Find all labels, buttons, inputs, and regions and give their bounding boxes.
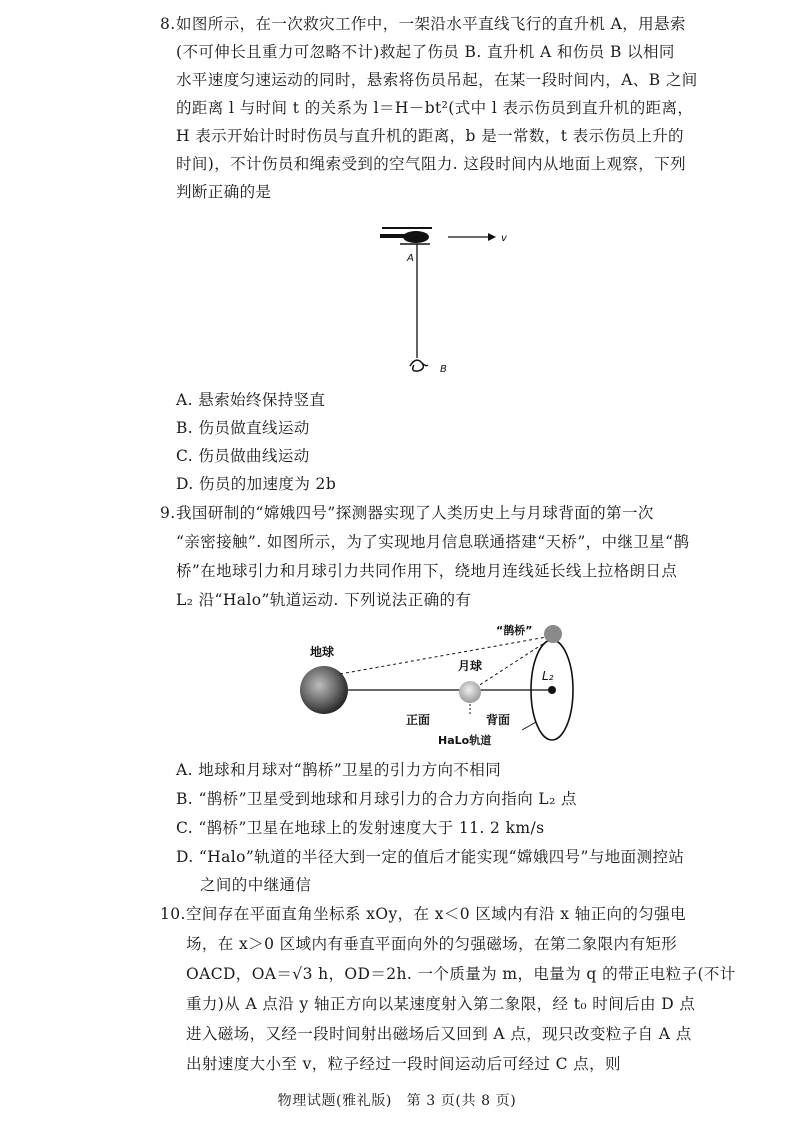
q9-option-b: B. “鹊桥”卫星受到地球和月球引力的合力方向指向 L₂ 点 (176, 790, 577, 808)
q8-option-d: D. 伤员的加速度为 2b (176, 475, 337, 493)
q8-line-1: 如图所示，在一次救灾工作中，一架沿水平直线飞行的直升机 A，用悬索 (176, 15, 686, 33)
q9-option-a: A. 地球和月球对“鹊桥”卫星的引力方向不相同 (176, 761, 502, 779)
q10-number: 10. (160, 905, 186, 923)
person-icon (410, 360, 428, 371)
l2-label: L₂ (542, 669, 554, 683)
q9-option-d-cont: 之间的中继通信 (200, 876, 312, 894)
dashed-line-earth-queqiao (340, 636, 552, 674)
page-footer: 物理试题(雅礼版) 第 3 页(共 8 页) (277, 1093, 517, 1109)
q10-line-6: 出射速度大小至 v，粒子经过一段时间运动后可经过 C 点，则 (186, 1055, 621, 1073)
q10-line-2: 场，在 x＞0 区域内有垂直平面向外的匀强磁场，在第二象限内有矩形 (186, 935, 678, 953)
moon-label: 月球 (458, 659, 483, 673)
q9-line-3: 桥”在地球引力和月球引力共同作用下，绕地月连线延长线上拉格朗日点 (176, 562, 678, 580)
q10-line-5: 进入磁场，又经一段时间射出磁场后又回到 A 点，现只改变粒子自 A 点 (186, 1025, 692, 1043)
q8-option-c: C. 伤员做曲线运动 (176, 447, 310, 465)
q8-line-3: 水平速度匀速运动的同时，悬索将伤员吊起，在某一段时间内，A、B 之间 (176, 71, 698, 89)
queqiao-satellite-icon (544, 625, 562, 643)
q9-line-1: 我国研制的“嫦娥四号”探测器实现了人类历史上与月球背面的第一次 (176, 504, 654, 522)
label-b: B (440, 364, 447, 375)
q8-option-a: A. 悬索始终保持竖直 (176, 391, 326, 409)
earth-icon (300, 666, 348, 714)
q8-line-7: 判断正确的是 (176, 183, 272, 201)
q10-line-4: 重力)从 A 点沿 y 轴正方向以某速度射入第二象限，经 t₀ 时间后由 D 点 (186, 995, 696, 1013)
q8-option-b: B. 伤员做直线运动 (176, 419, 310, 437)
back-label: 背面 (486, 713, 511, 727)
q9-option-c: C. “鹊桥”卫星在地球上的发射速度大于 11. 2 km/s (176, 819, 545, 837)
q9-option-d: D. “Halo”轨道的半径大到一定的值后才能实现“嫦娥四号”与地面测控站 (176, 848, 685, 866)
queqiao-label: “鹊桥” (496, 624, 533, 637)
helicopter-icon (403, 231, 429, 243)
q8-line-6: 时间)，不计伤员和绳索受到的空气阻力. 这段时间内从地面上观察，下列 (176, 155, 687, 173)
q9-line-4: L₂ 沿“Halo”轨道运动. 下列说法正确的有 (176, 591, 472, 609)
label-v: v (501, 233, 507, 244)
q8-line-2: (不可伸长且重力可忽略不计)救起了伤员 B. 直升机 A 和伤员 B 以相同 (176, 43, 675, 61)
q8-number: 8. (160, 15, 176, 33)
q8-line-4: 的距离 l 与时间 t 的关系为 l＝H－bt²(式中 l 表示伤员到直升机的距离， (176, 99, 694, 117)
q8-line-5: H 表示开始计时时伤员与直升机的距离，b 是一常数，t 表示伤员上升的 (176, 127, 684, 145)
earth-moon-figure (290, 618, 590, 753)
front-label: 正面 (406, 713, 431, 727)
q10-line-3: OACD，OA＝√3 h，OD＝2h. 一个质量为 m，电量为 q 的带正电粒子(不计 (186, 965, 736, 983)
dashed-line-moon-queqiao (475, 638, 552, 688)
label-a: A (407, 253, 414, 264)
q9-line-2: “亲密接触”. 如图所示，为了实现地月信息联通搭建“天桥”，中继卫星“鹊 (176, 533, 690, 551)
l2-point-icon (548, 686, 556, 694)
q9-number: 9. (160, 504, 176, 522)
velocity-arrow-icon (488, 233, 496, 241)
halo-label: HaLo轨道 (438, 734, 492, 747)
q10-line-1: 空间存在平面直角坐标系 xOy，在 x＜0 区域内有沿 x 轴正向的匀强电 (186, 905, 686, 923)
moon-icon (459, 681, 481, 703)
earth-label: 地球 (310, 645, 335, 659)
helicopter-figure (370, 220, 520, 380)
